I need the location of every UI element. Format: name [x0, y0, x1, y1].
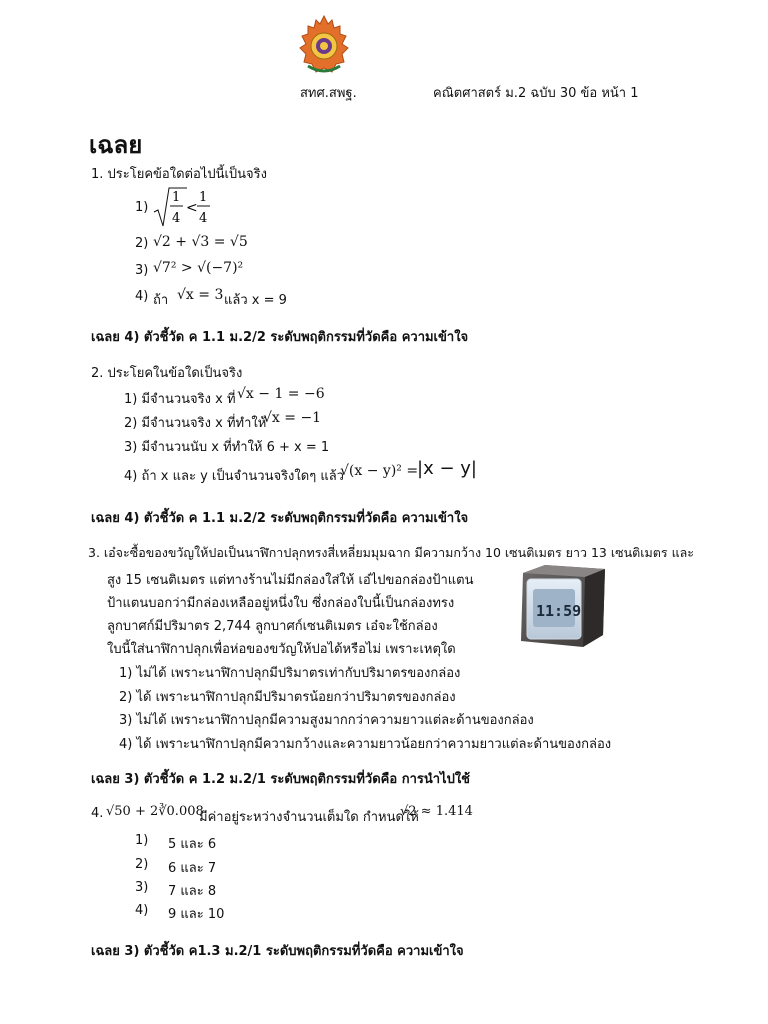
q1-option-3-math: √7² > √(−7)² [153, 260, 244, 276]
q4-given: √2 ≈ 1.414 [400, 804, 473, 819]
q1-option-1-math [153, 186, 213, 234]
q1-stem: 1. ประโยคข้อใดต่อไปนี้เป็นจริง [91, 167, 267, 182]
svg-text:1: 1 [172, 190, 181, 205]
clock-display-time: 11:59 [536, 602, 582, 620]
q3-line-2: สูง 15 เซนติเมตร แต่ทางร้านไม่มีกล่องใส่ให้ เอ๋ไปขอกล่องป้าแตน [107, 573, 474, 588]
q2-option-2: 2) มีจำนวนจริง x ที่ทำให้ [124, 416, 267, 431]
q3-option-4: 4) ได้ เพราะนาฬิกาปลุกมีความกว้างและความยาวน้อยกว่าความยาวแต่ละด้านของกล่อง [119, 737, 612, 752]
q4-option-1-value: 5 และ 6 [168, 837, 217, 852]
emblem-logo [298, 14, 350, 76]
q4-option-2-value: 6 และ 7 [168, 861, 217, 876]
q3-answer: เฉลย 3) ตัวชี้วัด ค 1.2 ม.2/1 ระดับพฤติกรรมที่วัดคือ การนำไปใช้ [91, 772, 470, 787]
q4-option-3-value: 7 และ 8 [168, 884, 217, 899]
q4-option-2-number: 2) [135, 857, 149, 872]
q3-line-4: ลูกบาศก์มีปริมาตร 2,744 ลูกบาศก์เซนติเมตร เอ๋จะใช้กล่อง [107, 619, 438, 634]
q2-stem: 2. ประโยคในข้อใดเป็นจริง [91, 366, 243, 381]
q4-option-3-number: 3) [135, 880, 149, 895]
q1-option-4-math: √x = 3 [177, 287, 224, 303]
q4-number: 4. [91, 806, 104, 821]
page-title: เฉลย [89, 131, 143, 159]
q2-option-3: 3) มีจำนวนนับ x ที่ทำให้ 6 + x = 1 [124, 440, 330, 455]
q4-stem: มีค่าอยู่ระหว่างจำนวนเต็มใด กำหนดให้ [199, 810, 419, 825]
q4-option-4-number: 4) [135, 903, 149, 918]
q1-option-3-number: 3) [135, 263, 149, 278]
q2-option-1: 1) มีจำนวนจริง x ที่ [124, 392, 236, 407]
q1-answer: เฉลย 4) ตัวชี้วัด ค 1.1 ม.2/2 ระดับพฤติกรรมที่วัดคือ ความเข้าใจ [91, 330, 469, 345]
svg-text:1: 1 [199, 190, 208, 205]
q3-option-3: 3) ไม่ได้ เพราะนาฬิกาปลุกมีความสูงมากกว่าความยาวแต่ละด้านของกล่อง [119, 713, 534, 728]
q3-line-3: ป้าแตนบอกว่ามีกล่องเหลืออยู่หนึ่งใบ ซึ่งกล่องใบนี้เป็นกล่องทรง [107, 596, 455, 611]
q2-option-2-math: √x = −1 [263, 410, 322, 426]
q4-answer: เฉลย 3) ตัวชี้วัด ค1.3 ม.2/1 ระดับพฤติกรรมที่วัดคือ ความเข้าใจ [91, 944, 464, 959]
q2-option-4-result: |x − y| [417, 458, 477, 479]
q1-option-4-prefix: ถ้า [153, 293, 169, 308]
q3-option-2: 2) ได้ เพราะนาฬิกาปลุกมีปริมาตรน้อยกว่าปริมาตรของกล่อง [119, 690, 456, 705]
q3-line-1: 3. เอ๋จะซื้อของขวัญให้ปอเป็นนาฬิกาปลุกทรงสี่เหลี่ยมมุมฉาก มีความกว้าง 10 เซนติเมตร ยาว 13 เซนติเมตร และ [88, 545, 695, 560]
q4-expression: √50 + 2∛0.008 [106, 804, 204, 819]
q1-option-4-number: 4) [135, 289, 149, 304]
q4-option-4-value: 9 และ 10 [168, 907, 225, 922]
svg-text:4: 4 [199, 211, 208, 226]
q3-line-5: ใบนี้ใส่นาฬิกาปลุกเพื่อห่อของขวัญให้ปอได้หรือไม่ เพราะเหตุใด [107, 642, 456, 657]
q1-option-2-math: √2 + √3 = √5 [153, 234, 248, 250]
header-subject: คณิตศาสตร์ ม.2 ฉบับ 30 ข้อ หน้า 1 [433, 86, 639, 101]
q2-option-4: 4) ถ้า x และ y เป็นจำนวนจริงใดๆ แล้ว [124, 469, 344, 484]
q1-option-2-number: 2) [135, 236, 149, 251]
alarm-clock-image [515, 563, 609, 649]
q1-option-4-suffix: แล้ว x = 9 [224, 293, 287, 308]
q1-option-1-number: 1) [135, 200, 149, 215]
header-org: สทศ.สพฐ. [300, 86, 357, 101]
q3-option-1: 1) ไม่ได้ เพราะนาฬิกาปลุกมีปริมาตรเท่ากับปริมาตรของกล่อง [119, 666, 461, 681]
q4-option-1-number: 1) [135, 833, 149, 848]
q2-option-1-math: √x − 1 = −6 [237, 386, 325, 402]
q2-answer: เฉลย 4) ตัวชี้วัด ค 1.1 ม.2/2 ระดับพฤติกรรมที่วัดคือ ความเข้าใจ [91, 511, 469, 526]
svg-text:<: < [186, 200, 198, 216]
svg-text:4: 4 [172, 211, 181, 226]
q2-option-4-math: √(x − y)² = [340, 463, 419, 479]
